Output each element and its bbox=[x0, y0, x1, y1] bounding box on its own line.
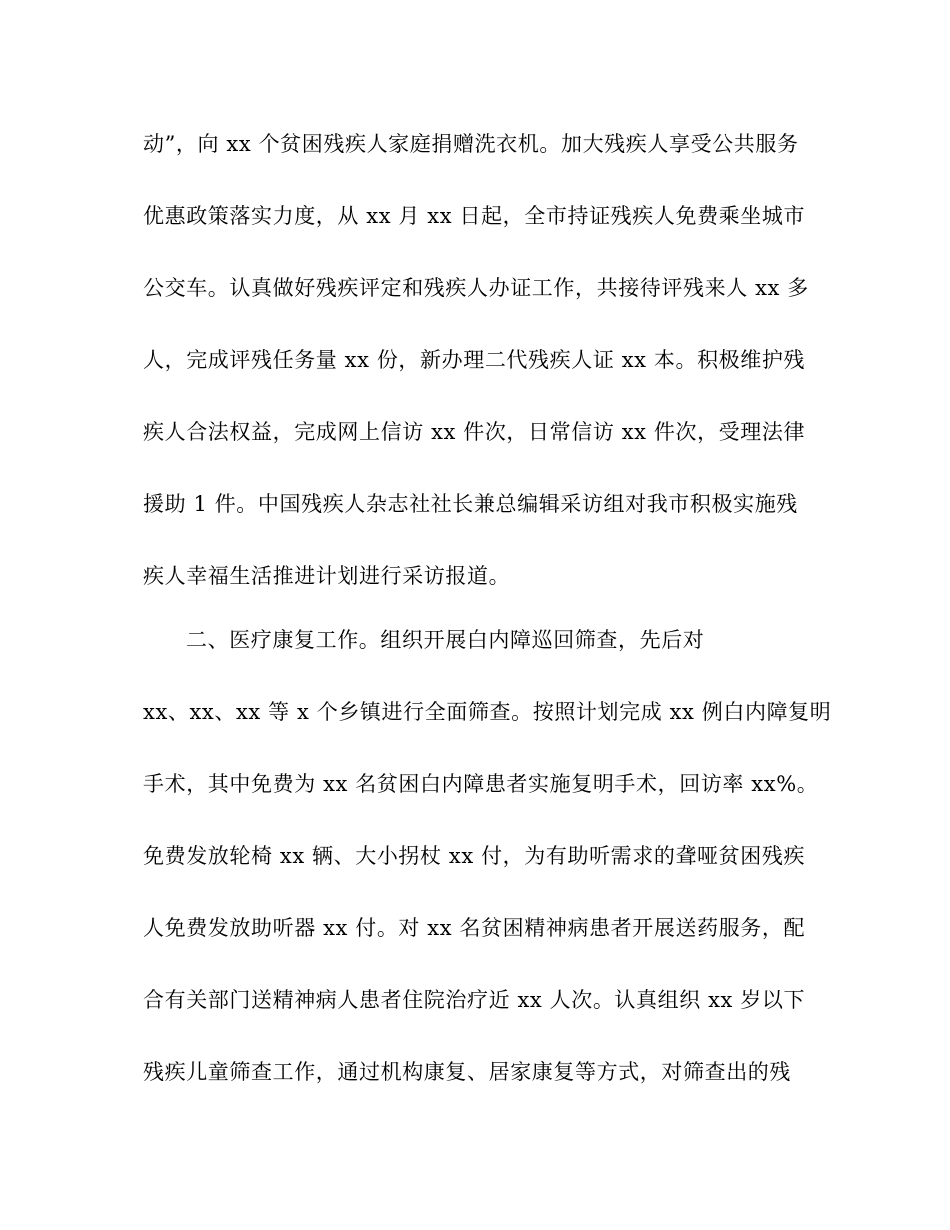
paragraph-line: 人，完成评残任务量 xx 份，新办理二代残疾人证 xx 本。积极维护残 bbox=[143, 348, 806, 372]
paragraph-line: 手术，其中免费为 xx 名贫困白内障患者实施复明手术，回访率 xx%。 bbox=[143, 772, 819, 796]
paragraph-line: 合有关部门送精神病人患者住院治疗近 xx 人次。认真组织 xx 岁以下 bbox=[143, 988, 806, 1012]
paragraph-line: 免费发放轮椅 xx 辆、大小拐杖 xx 付，为有助听需求的聋哑贫困残疾 bbox=[143, 844, 806, 868]
section-heading-line: 二、医疗康复工作。组织开展白内障巡回筛查，先后对 bbox=[186, 628, 705, 652]
paragraph-line: 疾人幸福生活推进计划进行采访报道。 bbox=[143, 564, 511, 588]
paragraph-line: 援助 1 件。中国残疾人杂志社社长兼总编辑采访组对我市积极实施残 bbox=[143, 492, 798, 516]
paragraph-line: xx、xx、xx 等 x 个乡镇进行全面筛查。按照计划完成 xx 例白内障复明 bbox=[143, 700, 832, 724]
paragraph-line: 动”，向 xx 个贫困残疾人家庭捐赠洗衣机。加大残疾人享受公共服务 bbox=[143, 132, 799, 156]
paragraph-line: 公交车。认真做好残疾评定和残疾人办证工作，共接待评残来人 xx 多 bbox=[143, 276, 809, 300]
paragraph-line: 优惠政策落实力度，从 xx 月 xx 日起，全市持证残疾人免费乘坐城市 bbox=[143, 204, 806, 228]
paragraph-line: 人免费发放助听器 xx 付。对 xx 名贫困精神病患者开展送药服务，配 bbox=[143, 916, 806, 940]
paragraph-line: 残疾儿童筛查工作，通过机构康复、居家康复等方式，对筛查出的残 bbox=[143, 1060, 791, 1084]
paragraph-line: 疾人合法权益，完成网上信访 xx 件次，日常信访 xx 件次，受理法律 bbox=[143, 420, 806, 444]
